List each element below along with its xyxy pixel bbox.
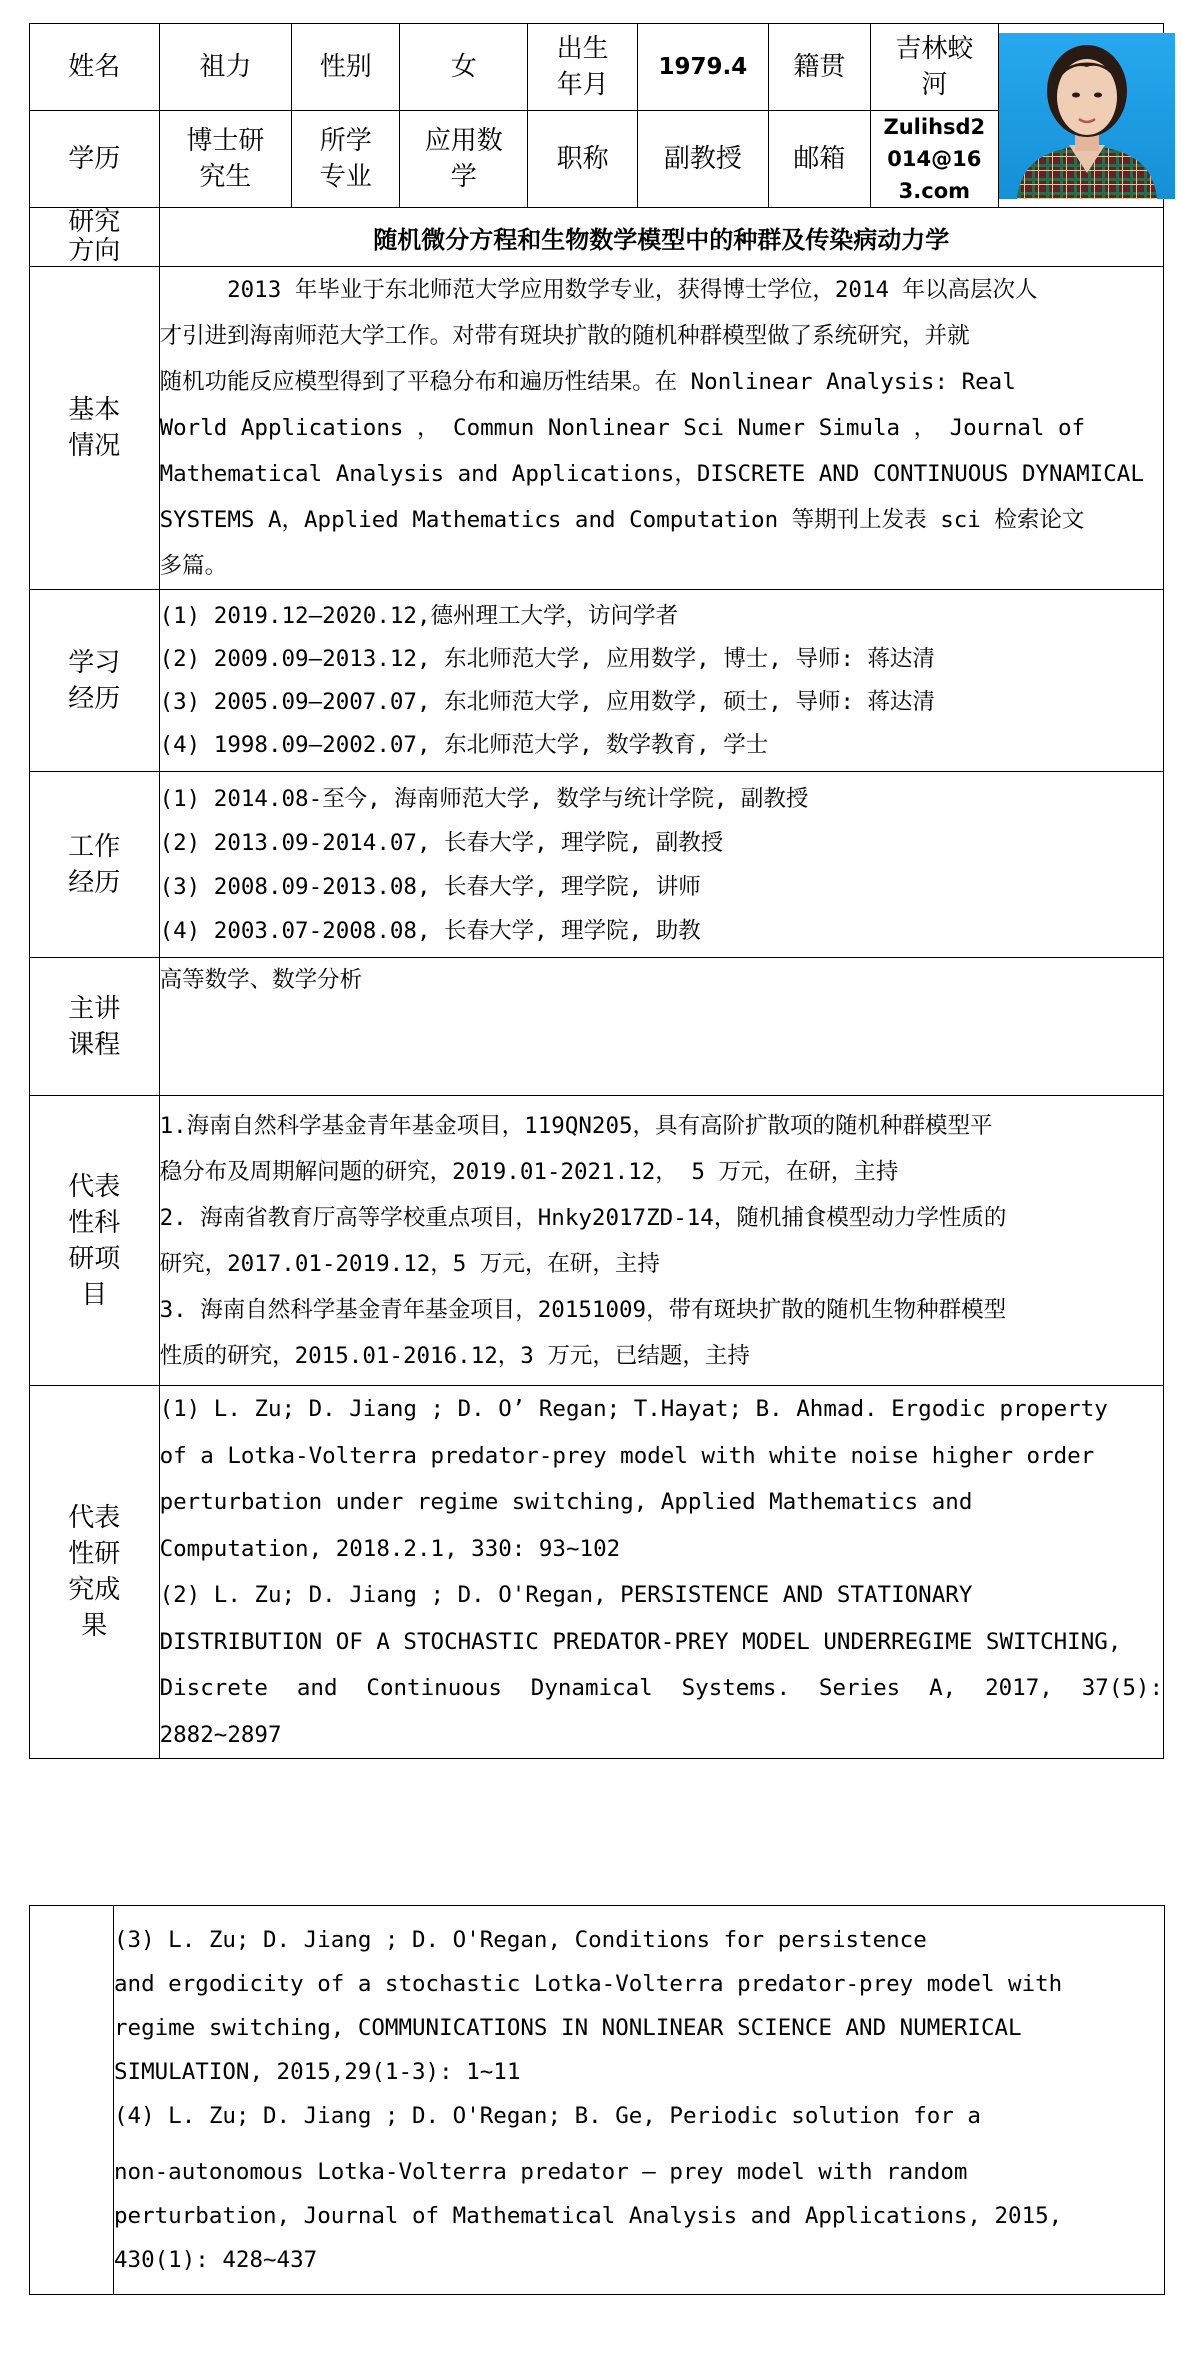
email-value-line3: 3.com xyxy=(898,179,971,203)
major-value-line1: 应用数 xyxy=(424,126,503,156)
result-line: SIMULATION, 2015,29(1-3): 1~11 xyxy=(114,2059,521,2085)
projects-label-line2: 性科 xyxy=(68,1207,121,1238)
project-line: 3. 海南自然科学基金青年基金项目，20151009，带有斑块扩散的随机生物种群模型 xyxy=(159,1296,1007,1323)
result-line: 430(1): 428~437 xyxy=(114,2247,318,2273)
representative-results-continued xyxy=(114,1906,1165,2295)
work-line: (4) 2003.07-2008.08, 长春大学, 理学院, 助教 xyxy=(159,917,701,944)
work-label-line2: 经历 xyxy=(68,867,121,898)
email-value-line1: Zulihsd2 xyxy=(883,115,986,139)
degree-value-line2: 究生 xyxy=(199,162,252,192)
major-label-line2: 专业 xyxy=(319,162,372,192)
result-line: Computation, 2018.2.1, 330: 93~102 xyxy=(159,1535,621,1562)
courses-taught xyxy=(159,958,1163,1096)
work-label-line1: 工作 xyxy=(68,831,121,862)
projects-label-line1: 代表 xyxy=(68,1171,121,1202)
origin-value xyxy=(870,24,998,111)
research-direction: 随机微分方程和生物数学模型中的种群及传染病动力学 xyxy=(159,208,1163,267)
basic-line: 才引进到海南师范大学工作。对带有斑块扩散的随机种群模型做了系统研究，并就 xyxy=(159,323,970,349)
basic-line: 多篇。 xyxy=(159,553,228,579)
title-label: 职称 xyxy=(528,111,638,208)
result-line: (2) L. Zu; D. Jiang ; D. O'Regan, PERSISTENCE AND STATIONARY xyxy=(159,1582,973,1608)
study-line: (1) 2019.12–2020.12,德州理工大学，访问学者 xyxy=(159,602,679,629)
results-label-line3: 究成 xyxy=(68,1575,121,1605)
basic-label-line1: 基本 xyxy=(68,395,121,425)
birth-label-line2: 年月 xyxy=(556,70,609,100)
email-label: 邮箱 xyxy=(768,111,870,208)
birth-value: 1979.4 xyxy=(637,24,768,111)
basic-info xyxy=(159,267,1163,590)
project-line: 性质的研究，2015.01-2016.12，3 万元，已结题，主持 xyxy=(159,1342,750,1369)
basic-label-line2: 情况 xyxy=(68,431,121,461)
gender-value: 女 xyxy=(400,24,528,111)
result-line: of a Lotka-Volterra predator-prey model with white noise higher order xyxy=(159,1442,1095,1469)
courses-label-line2: 课程 xyxy=(68,1029,121,1060)
degree-label: 学历 xyxy=(30,111,160,208)
project-line: 2. 海南省教育厅高等学校重点项目，Hnky2017ZD-14，随机捕食模型动力学性质的 xyxy=(159,1204,1007,1231)
origin-value-line2: 河 xyxy=(921,70,948,100)
results-label xyxy=(30,1386,160,1759)
resume-table xyxy=(29,23,1164,1759)
projects-label-line4: 目 xyxy=(81,1279,108,1310)
result-line: non-autonomous Lotka-Volterra predator – prey model with random xyxy=(114,2159,968,2185)
results-label-line4: 果 xyxy=(81,1611,108,1641)
project-line: 研究，2017.01-2019.12，5 万元，在研，主持 xyxy=(159,1250,660,1277)
work-line: (1) 2014.08-至今, 海南师范大学, 数学与统计学院, 副教授 xyxy=(159,785,809,812)
representative-projects xyxy=(159,1096,1163,1386)
study-label-line2: 经历 xyxy=(68,683,121,714)
origin-value-line1: 吉林蛟 xyxy=(895,34,974,64)
result-line: regime switching, COMMUNICATIONS IN NONLINEAR SCIENCE AND NUMERICAL xyxy=(114,2015,1022,2041)
birth-label-line1: 出生 xyxy=(556,34,609,64)
email-value-line2: 014@16 xyxy=(887,147,982,171)
result-line: perturbation under regime switching, Applied Mathematics and xyxy=(159,1489,973,1515)
degree-value-line1: 博士研 xyxy=(186,126,265,156)
basic-line: SYSTEMS A，Applied Mathematics and Computation 等期刊上发表 sci 检索论文 xyxy=(159,507,1085,533)
name-label: 姓名 xyxy=(30,24,160,111)
result-line: Discrete and Continuous Dynamical Systems. Series A, 2017, 37(5): 2882~2897 xyxy=(159,1675,1163,1748)
title-value: 副教授 xyxy=(637,111,768,208)
project-line: 1.海南自然科学基金青年基金项目，119QN205，具有高阶扩散项的随机种群模型平 xyxy=(159,1112,993,1139)
basic-label xyxy=(30,267,160,590)
study-label-line1: 学习 xyxy=(68,647,121,678)
result-line: and ergodicity of a stochastic Lotka-Volterra predator-prey model with xyxy=(114,1971,1063,1997)
courses-label xyxy=(30,958,160,1096)
continuation-table xyxy=(29,1905,1165,2295)
project-line: 稳分布及周期解问题的研究，2019.01-2021.12， 5 万元，在研，主持 xyxy=(159,1158,899,1185)
basic-line: 2013 年毕业于东北师范大学应用数学专业，获得博士学位，2014 年以高层次人 xyxy=(227,277,1038,303)
birth-label xyxy=(528,24,638,111)
study-history xyxy=(159,590,1163,772)
result-line: (1) L. Zu; D. Jiang ; D. O’ Regan; T.Hayat; B. Ahmad. Ergodic property xyxy=(159,1396,1108,1422)
courses-line: 高等数学、数学分析 xyxy=(159,967,363,993)
research-label-line1: 研究 xyxy=(68,207,121,237)
work-label xyxy=(30,772,160,958)
work-line: (3) 2008.09-2013.08, 长春大学, 理学院, 讲师 xyxy=(159,873,701,900)
work-history xyxy=(159,772,1163,958)
study-line: (3) 2005.09–2007.07, 东北师范大学, 应用数学, 硕士, 导师: 蒋达清 xyxy=(159,688,935,715)
results-label-line2: 性研 xyxy=(68,1539,121,1569)
photo-cell xyxy=(998,24,1163,208)
study-line: (2) 2009.09–2013.12, 东北师范大学, 应用数学, 博士, 导师: 蒋达清 xyxy=(159,645,935,672)
major-value-line2: 学 xyxy=(450,162,477,192)
basic-line: World Applications ， Commun Nonlinear Sci Numer Simula ， Journal of xyxy=(159,415,1086,441)
email-value xyxy=(870,111,998,208)
research-label-line2: 方向 xyxy=(68,236,121,266)
origin-label: 籍贯 xyxy=(768,24,870,111)
courses-label-line1: 主讲 xyxy=(68,993,121,1024)
result-line: (4) L. Zu; D. Jiang ; D. O'Regan; B. Ge, Periodic solution for a xyxy=(114,2103,981,2129)
degree-value xyxy=(159,111,292,208)
study-line: (4) 1998.09–2002.07, 东北师范大学, 数学教育, 学士 xyxy=(159,731,769,758)
work-line: (2) 2013.09-2014.07, 长春大学, 理学院, 副教授 xyxy=(159,829,724,856)
major-value xyxy=(400,111,528,208)
study-label xyxy=(30,590,160,772)
portrait-photo xyxy=(999,33,1175,199)
research-label xyxy=(30,208,160,267)
result-line: DISTRIBUTION OF A STOCHASTIC PREDATOR-PREY MODEL UNDERREGIME SWITCHING, xyxy=(159,1628,1122,1655)
projects-label xyxy=(30,1096,160,1386)
continuation-label-cell xyxy=(30,1906,114,2295)
gender-label: 性别 xyxy=(292,24,400,111)
result-line: (3) L. Zu; D. Jiang ; D. O'Regan, Conditions for persistence xyxy=(114,1927,927,1953)
results-label-line1: 代表 xyxy=(68,1503,121,1533)
basic-line: Mathematical Analysis and Applications，DISCRETE AND CONTINUOUS DYNAMICAL xyxy=(159,461,1144,487)
major-label xyxy=(292,111,400,208)
name-value: 祖力 xyxy=(159,24,292,111)
basic-line: 随机功能反应模型得到了平稳分布和遍历性结果。在 Nonlinear Analysis: Real xyxy=(159,369,1016,395)
major-label-line1: 所学 xyxy=(319,126,372,156)
representative-results xyxy=(159,1386,1163,1759)
projects-label-line3: 研项 xyxy=(68,1243,121,1274)
result-line: perturbation, Journal of Mathematical Analysis and Applications, 2015, xyxy=(114,2203,1063,2229)
